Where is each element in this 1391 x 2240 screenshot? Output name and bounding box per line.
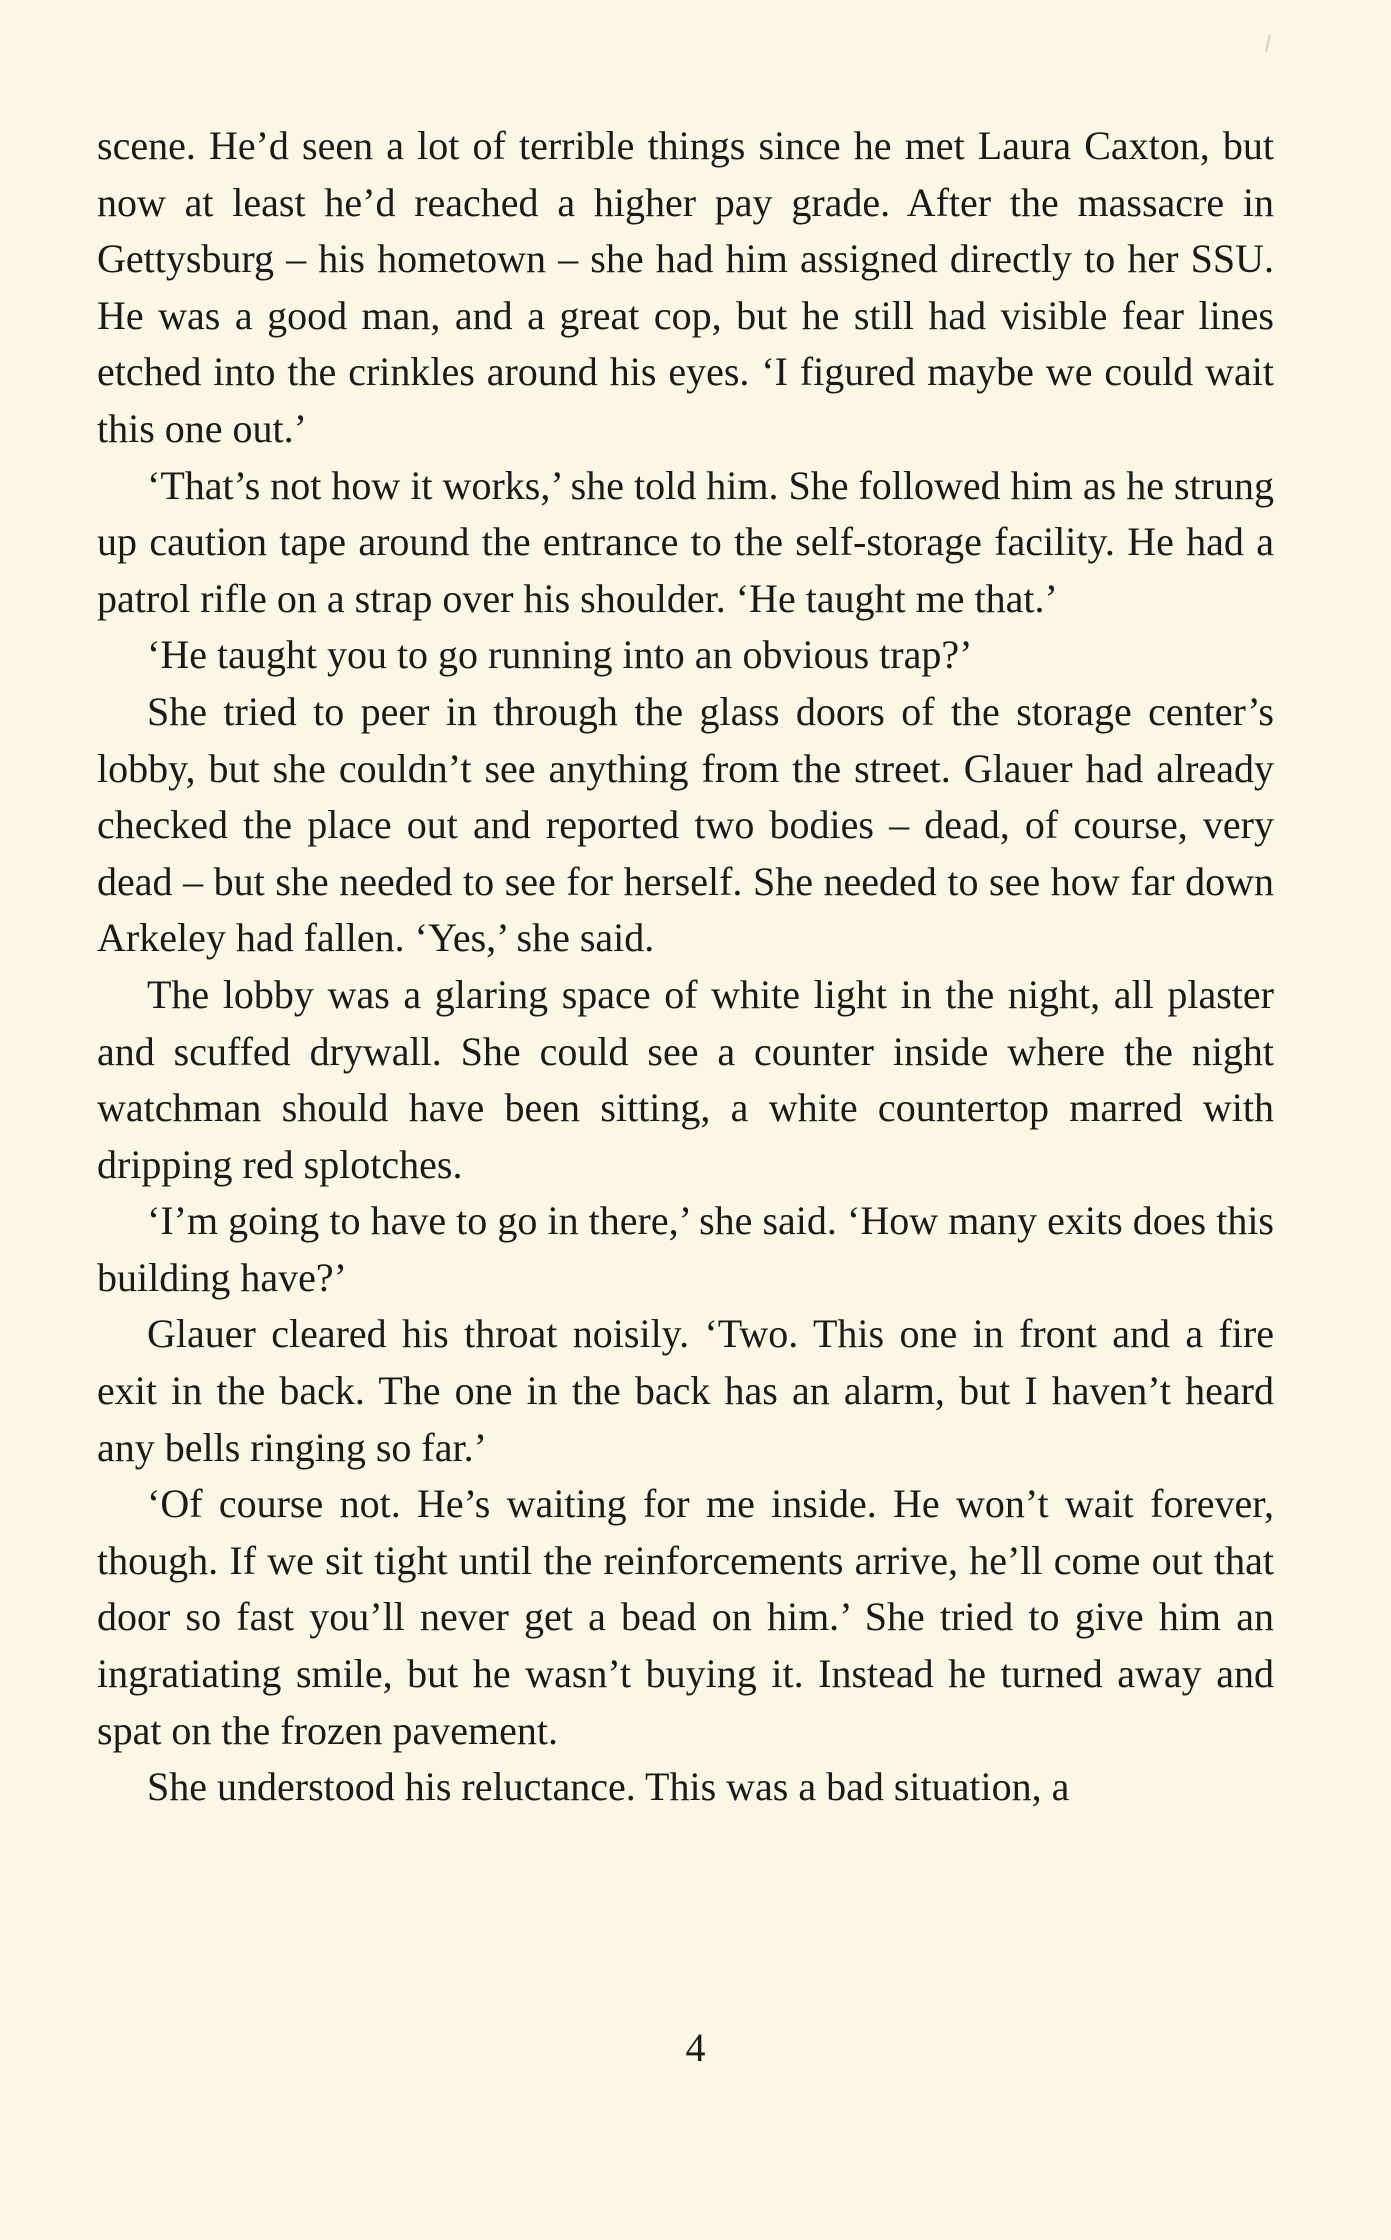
body-text — [97, 118, 1274, 1816]
paragraph-3: ‘He taught you to go running into an obvious trap?’ — [147, 632, 973, 678]
paragraph-4: She tried to peer in through the glass doors of the storage center’s lobby, but she couldn’t see anything from the street. Glauer had already checked the place out and reported two bodies – dead, of course, very dead – but she needed to see for herself. She needed to see how far down Arkeley had fallen. ‘Yes,’ she said. — [97, 688, 1274, 961]
paragraph-6: ‘I’m going to have to go in there,’ she said. ‘How many exits does this building have?’ — [97, 1198, 1274, 1300]
paragraph-9: She understood his reluctance. This was a bad situation, a — [147, 1764, 1070, 1810]
paragraph-2: ‘That’s not how it works,’ she told him. She followed him as he strung up caution tape around the entrance to the self-storage facility. He had a patrol rifle on a strap over his shoulder. ‘He taught me that.’ — [97, 462, 1274, 621]
scan-mark — [1265, 34, 1271, 52]
paragraph-7: Glauer cleared his throat noisily. ‘Two. This one in front and a fire exit in the back. The one in the back has an alarm, but I haven’t heard any bells ringing so far.’ — [97, 1311, 1274, 1470]
paragraph-5: The lobby was a glaring space of white light in the night, all plaster and scuffed drywall. She could see a counter inside where the night watchman should have been sitting, a white countertop marred with dripping red splotches. — [97, 971, 1274, 1187]
page-number: 4 — [685, 2025, 706, 2070]
paragraph-8: ‘Of course not. He’s waiting for me inside. He won’t wait forever, though. If we sit tight until the reinforcements arrive, he’ll come out that door so fast you’ll never get a bead on him.’ She tried to give him an ingratiating smile, but he wasn’t buying it. Instead he turned away and spat on the frozen pavement. — [97, 1481, 1274, 1753]
paragraph-1: scene. He’d seen a lot of terrible things since he met Laura Caxton, but now at least he’d reached a higher pay grade. After the massacre in Gettysburg – his hometown – she had him assigned directly to her SSU. He was a good man, and a great cop, but he still had visible fear lines etched into the crinkles around his eyes. ‘I figured maybe we could wait this one out.’ — [97, 123, 1274, 451]
